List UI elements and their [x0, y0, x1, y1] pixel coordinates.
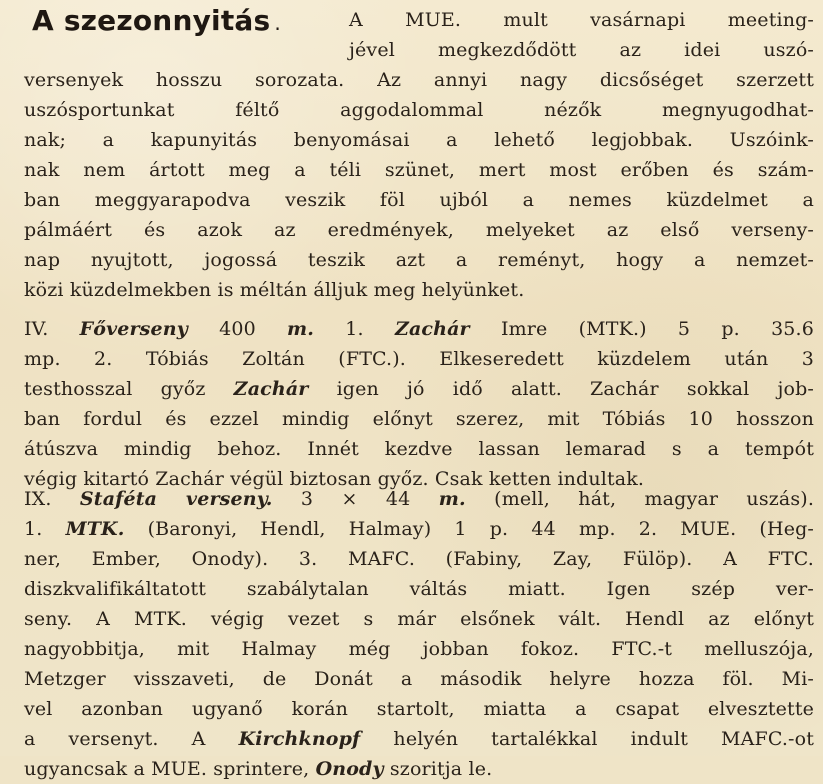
- event-iv-unit: m.: [287, 318, 315, 340]
- event-ix-prefix: IX.: [24, 488, 80, 510]
- event-iv-distance: 400: [187, 318, 288, 340]
- intro-line: versenyek hosszu sorozata. Az annyi nagy dicsőséget szerzett: [24, 69, 814, 91]
- intro-line: jével megkezdődött az idei uszó-: [349, 39, 814, 61]
- event-ix-text: a versenyt. A: [24, 728, 239, 750]
- event-ix-winner-team: MTK.: [65, 518, 125, 540]
- event-ix-result: (Baronyi, Hendl, Halmay) 1 p. 44 mp. 2. MUE. (Heg-: [124, 518, 814, 540]
- intro-line: közi küzdelmekben is méltán álljuk meg helyünket.: [24, 279, 525, 301]
- event-ix-line: diszkvalifikáltatott szabálytalan váltás miatt. Igen szép ver-: [24, 578, 814, 600]
- event-ix-line: Metzger visszaveti, de Donát a második helyre hozza föl. Mi-: [24, 668, 814, 690]
- intro-line: nak; a kapunyitás benyomásai a lehető legjobbak. Uszóink-: [24, 129, 814, 151]
- intro-line: ban meggyarapodva veszik föl ujból a nemes küzdelmet a: [24, 189, 814, 211]
- intro-line: nap nyujtott, jogossá teszik azt a reményt, hogy a nemzet-: [24, 249, 814, 271]
- article-heading: [32, 4, 281, 40]
- event-ix-sprinter-name: Onody: [315, 758, 384, 780]
- event-ix-line: ner, Ember, Onody). 3. MAFC. (Fabiny, Zay, Fülöp). A FTC.: [24, 548, 814, 570]
- event-iv-prefix: IV.: [24, 318, 80, 340]
- event-ix-distance: 3 × 44: [272, 488, 439, 510]
- intro-line: uszósportunkat féltő aggodalommal nézők megnyugodhat-: [24, 99, 814, 121]
- event-iv-line: mp. 2. Tóbiás Zoltán (FTC.). Elkeseredett küzdelem után 3: [24, 348, 814, 370]
- event-iv-result: Imre (MTK.) 5 p. 35.6: [469, 318, 814, 340]
- event-iv-line: [24, 314, 814, 344]
- event-iv-line: átúszva mindig behoz. Innét kezdve lassan lemarad s a tempót: [24, 438, 814, 460]
- event-ix-title: Staféta verseny.: [79, 488, 273, 510]
- event-ix-line: [24, 484, 814, 514]
- event-ix-text: helyén tartalékkal indult MAFC.-ot: [360, 728, 815, 750]
- intro-line: pálmáért és azok az eredmények, melyeket az első verseny-: [24, 219, 814, 241]
- event-ix-absent-name: Kirchknopf: [238, 728, 361, 750]
- event-ix-styles: (mell, hát, magyar uszás).: [465, 488, 815, 510]
- intro-line: nak nem ártott meg a téli szünet, mert most erőben és szám-: [24, 159, 814, 181]
- event-iv-line: végig kitartó Zachár végül biztosan győz. Csak ketten indultak.: [24, 468, 645, 490]
- event-ix-place-number: 1.: [24, 518, 66, 540]
- event-iv-text: testhosszal győz: [24, 378, 234, 400]
- event-iv-text: igen jó idő alatt. Zachár sokkal job-: [308, 378, 814, 400]
- event-iv-winner-emphasis: Zachár: [233, 378, 309, 400]
- event-iv-line: ban fordul és ezzel mindig előnyt szerez, mit Tóbiás 10 hosszon: [24, 408, 814, 430]
- event-ix-line: [24, 514, 814, 544]
- event-ix-unit: m.: [438, 488, 466, 510]
- event-iv-title: Főverseny: [79, 318, 188, 340]
- event-iv-line: [24, 374, 814, 404]
- event-ix-line: [24, 754, 814, 784]
- event-iv-winner-name: Zachár: [394, 318, 470, 340]
- event-ix-line: [24, 724, 814, 754]
- intro-line: A MUE. mult vasárnapi meeting-: [349, 9, 814, 31]
- event-ix-text: szoritja le.: [383, 758, 493, 780]
- event-ix-line: seny. A MTK. végig vezet s már elsőnek vált. Hendl az előnyt: [24, 608, 814, 630]
- article-heading-text: A szezonnyitás: [32, 4, 271, 37]
- event-iv-place-number: 1.: [314, 318, 395, 340]
- event-ix-line: nagyobbitja, mit Halmay még jobban fokoz. FTC.-t melluszója,: [24, 638, 814, 660]
- event-ix-line: vel azonban ugyanő korán startolt, miatta a csapat elvesztette: [24, 698, 814, 720]
- event-ix-text: ugyancsak a MUE. sprintere,: [24, 758, 316, 780]
- article-heading-dot: .: [274, 11, 281, 35]
